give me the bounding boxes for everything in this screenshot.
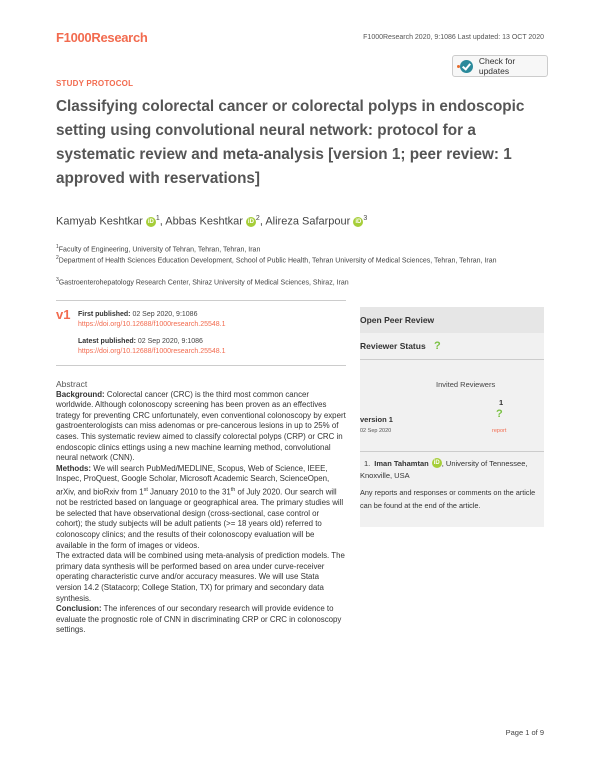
question-mark-icon: ? [434, 340, 441, 352]
invited-reviewers-label: Invited Reviewers [436, 380, 496, 389]
methods-text: January 2010 to the 31 [147, 487, 231, 497]
background-label: Background: [56, 389, 105, 399]
first-doi-link[interactable]: https://doi.org/10.12688/f1000research.25548.1 [78, 321, 226, 328]
author-list: Kamyab Keshtkar iD $^1$, Abbas Keshtkar iD $^2$, Alireza Safarpour iD $^3$ [56, 215, 368, 228]
logo-suffix: Research [91, 30, 148, 45]
author-affil-sup: 3 [363, 215, 368, 222]
first-published-label: First published: [78, 311, 131, 318]
methods-label: Methods: [56, 463, 92, 473]
orcid-icon[interactable]: iD [433, 460, 440, 466]
affiliation [56, 253, 556, 267]
first-published-date: 02 Sep 2020, 9:1086 [132, 311, 198, 318]
open-peer-review-heading [360, 307, 544, 333]
abstract-methods [56, 464, 346, 551]
author-name[interactable]: Kamyab Keshtkar [56, 215, 143, 228]
methods-text: We will search PubMed/MEDLINE, Scopus, Web of Science, IEEE, Inspec, ProQuest, Google Scholar, Microsoft Academic Search, ScienceOpen, arXiv, and bioRxiv from 1 [56, 463, 330, 497]
divider [56, 300, 346, 301]
f1000-logo[interactable] [56, 30, 148, 45]
reviewer-grid [360, 359, 544, 444]
abstract-heading: Abstract [56, 379, 88, 389]
abstract [56, 379, 346, 636]
abstract-methods-cont: The extracted data will be combined using meta-analysis of prediction models. The primary data synthesis will be performed based on area under curve-receiver operating characteristic curve and/or accuracy measures. We will use Stata version 14.2 (Statacorp; College Station, TX) for primary and secondary data synthesis. [56, 551, 345, 603]
reviewer-column-number: 1 [499, 398, 504, 407]
affil-sup: 2 [56, 255, 59, 261]
background-text: Colorectal cancer (CRC) is the third most common cancer worldwide. Although colonoscopy screening has been proven as an effectives trategy for preventing CRC unfortunately, even conventional colonoscopy by expert gastroenterologists can miss adenomas or pre-cancerous lesions in up to 25% of cases. This systematic review aimed to classify colorectal polyps (CRP) or CRC in endoscopic clinics ettings using a new machine learning method, convolutional neural network (CNN). [56, 389, 346, 463]
version-label: version 1 [360, 415, 393, 424]
affil-sup: 3 [56, 277, 59, 283]
latest-doi-link[interactable]: https://doi.org/10.12688/f1000research.25548.1 [78, 348, 226, 355]
orcid-icon[interactable]: iD [247, 218, 254, 225]
report-question-icon[interactable]: ? [496, 408, 503, 420]
affil-sup: 1 [56, 244, 59, 250]
version-tag: v1 [56, 307, 71, 322]
reviewer-status-label: Reviewer Status [360, 341, 426, 351]
ordinal-sup: th [230, 486, 236, 493]
conclusion-text: The inferences of our secondary research will provide evidence to evaluate the prognostic role of CNN in discriminating CRP or CRC in colonoscopy settings. [56, 604, 342, 635]
divider [56, 365, 346, 366]
author-affil-sup: 2 [255, 215, 260, 222]
affil-text: Gastroenterohepatology Research Center, Shiraz University of Medical Sciences, Shiraz, Iran [58, 279, 349, 287]
latest-published-label: Latest published: [78, 338, 136, 345]
report-link[interactable]: report [492, 428, 507, 434]
author-name[interactable]: Abbas Keshtkar [165, 215, 243, 228]
page-number: Page 1 of 9 [505, 728, 544, 737]
orcid-icon[interactable]: iD [147, 218, 154, 225]
article-type: STUDY PROTOCOL [56, 79, 134, 88]
logo-prefix: F1000 [56, 30, 92, 45]
check-for-updates-button[interactable] [452, 55, 548, 77]
reviewer-index: 1. [364, 459, 371, 468]
crossmark-icon [460, 60, 473, 73]
affil-text: Faculty of Engineering, University of Tehran, Tehran, Tehran, Iran [58, 246, 261, 254]
orcid-icon[interactable]: iD [355, 218, 362, 225]
open-peer-review-label: Open Peer Review [360, 315, 435, 325]
first-published [78, 310, 226, 330]
reviewer-affiliation: , University of Tennessee, Knoxville, USA [360, 459, 528, 480]
article-title: Classifying colorectal cancer or colorectal polyps in endoscopic setting using convolutional neural network: protocol for a systematic review and meta-analysis [version 1; peer review: 1 approved with reservations] [56, 98, 525, 187]
abstract-background [56, 390, 346, 464]
latest-published-date: 02 Sep 2020, 9:1086 [137, 338, 203, 345]
reviewer-name[interactable]: Iman Tahamtan [374, 459, 429, 468]
latest-published [78, 337, 226, 357]
conclusion-label: Conclusion: [56, 604, 102, 614]
version-date: 02 Sep 2020 [360, 428, 392, 434]
reviewer-list [360, 451, 544, 481]
citation-line: F1000Research 2020, 9:1086 Last updated: 13 OCT 2020 [363, 34, 544, 41]
abstract-conclusion [56, 604, 346, 636]
affil-text: Department of Health Sciences Education Development, School of Public Health, Tehran University of Medical Sciences, Tehran, Tehran, Iran [58, 257, 497, 265]
check-updates-label: Check for updates [478, 56, 516, 76]
reviewer-status [360, 340, 441, 352]
ordinal-sup: st [143, 486, 148, 493]
peer-review-panel [360, 307, 544, 527]
affiliation [56, 275, 556, 289]
reports-note: Any reports and responses or comments on the article can be found at the end of the article. [360, 488, 536, 510]
author-name[interactable]: Alireza Safarpour [265, 215, 351, 228]
methods-text: of July 2020. Our search will not be restricted based on language or geographical area. The primary studies will be selected that have observational design (cross-sectional, case control or cohort); the study subjects will be adult patients (>= 18 years old) referred to colonoscopy clinics; and the results of their colonoscopy evaluation will be available in the form of images or videos. [56, 487, 344, 550]
author-affil-sup: 1 [155, 215, 160, 222]
